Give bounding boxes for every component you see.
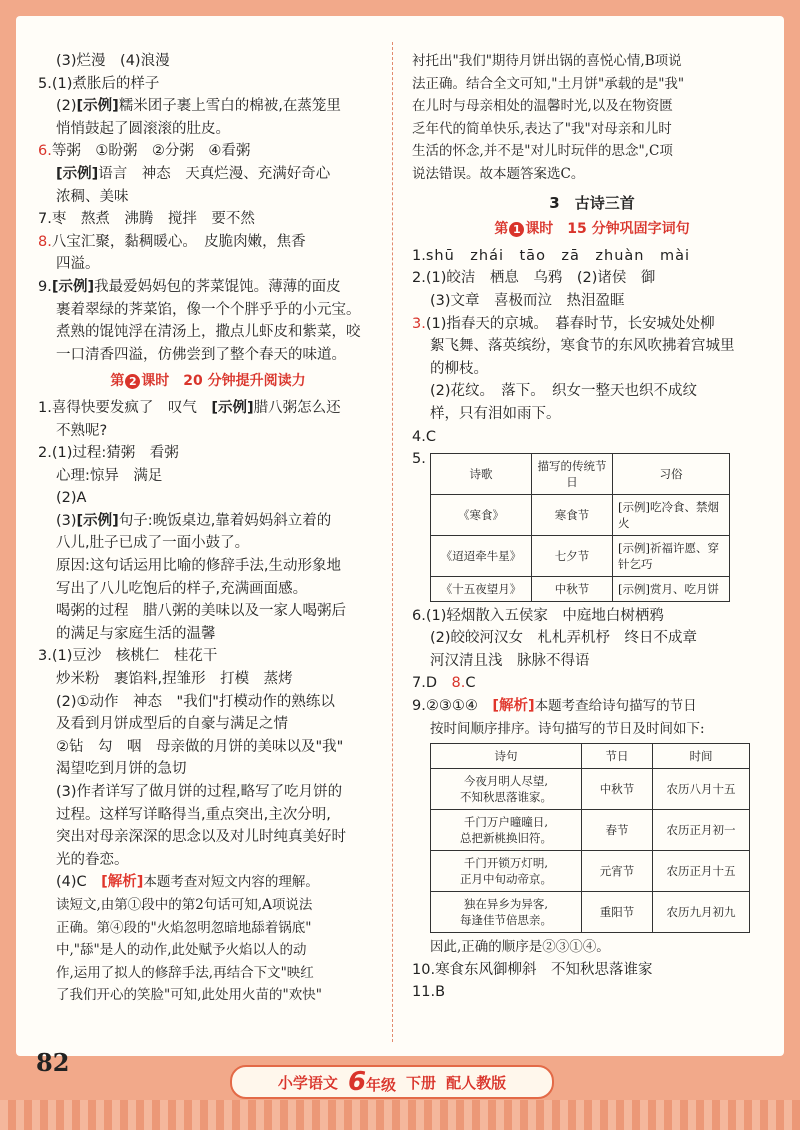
text-line: 6.(1)轻烟散入五侯家 中庭地白树栖鸦	[412, 607, 664, 624]
right-column	[412, 50, 772, 1004]
table-header-cell: 时间	[653, 744, 750, 769]
text-line: (3)文章 喜极而泣 热泪盈眶	[430, 292, 625, 309]
text-line: 9.[示例]我最爱妈妈包的荠菜馄饨。薄薄的面皮	[38, 278, 341, 295]
book-banner	[230, 1065, 554, 1099]
text-line: 浓稠、美味	[56, 188, 129, 205]
text-line: 3.(1)指春天的京城。 暮春时节，长安城处处柳	[412, 315, 715, 332]
table-cell: 千门万户曈曈日, 总把新桃换旧符。	[431, 810, 582, 851]
table-cell: 农历八月十五	[653, 769, 750, 810]
lesson-heading: 第 1 课时 15 分钟巩固字词句	[494, 221, 690, 238]
text-line: 心理:惊异 满足	[56, 467, 163, 484]
text-line: 2.(1)过程:猜粥 看粥	[38, 445, 179, 462]
text-line: 不熟呢?	[56, 422, 108, 439]
text-line: 9.②③①④ [解析]本题考查给诗句描写的节日	[412, 698, 697, 715]
bottom-stripes	[0, 1100, 800, 1130]
table-cell: 千门开锁万灯明, 正月中旬动帝京。	[431, 851, 582, 892]
text-line: 及看到月饼成型后的自豪与满足之情	[56, 716, 288, 733]
table-cell: 今夜月明人尽望, 不知秋思落谁家。	[431, 769, 582, 810]
text-line: 3.(1)豆沙 核桃仁 桂花干	[38, 648, 218, 665]
text-line: (4)C [解析]本题考查对短文内容的理解。	[56, 874, 319, 891]
table-header-row	[431, 453, 730, 494]
table-cell: 《寒食》	[431, 494, 532, 535]
text-line: 渴望吃到月饼的急切	[56, 761, 187, 778]
text-line: 了我们开心的笑脸"可知,此处用火苗的"欢快"	[56, 987, 322, 1004]
column-divider	[392, 42, 394, 1042]
text-line: 四溢。	[56, 256, 100, 273]
text-line: 衬托出"我们"期待月饼出锅的喜悦心情,B项说	[412, 53, 682, 69]
text-line: 11.B	[412, 984, 446, 1001]
text-line: [示例]语言 神态 天真烂漫、充满好奇心	[56, 165, 331, 182]
text-line: 1.shū zhái tāo zā zhuàn mài	[412, 247, 691, 264]
table-cell: 重阳节	[582, 892, 653, 933]
table-cell: 《十五夜望月》	[431, 576, 532, 601]
page-number: 82	[36, 1048, 70, 1077]
table-row	[431, 576, 730, 601]
table-cell: 中秋节	[582, 769, 653, 810]
festival-customs-table	[430, 453, 730, 602]
text-line: (3)作者详写了做月饼的过程,略写了吃月饼的	[56, 784, 343, 800]
section-title: 3 古诗三首	[549, 193, 635, 212]
text-line: 八儿,肚子已成了一面小鼓了。	[56, 535, 250, 552]
table-row	[431, 892, 750, 933]
text-line: 的柳枝。	[430, 360, 488, 377]
table-row	[431, 851, 750, 892]
table-cell: 《迢迢牵牛星》	[431, 535, 532, 576]
table-cell: 农历正月初一	[653, 810, 750, 851]
text-line: 因此,正确的顺序是②③①④。	[430, 939, 610, 956]
text-line: 河汉清且浅 脉脉不得语	[430, 652, 590, 669]
text-line: 中,"舔"是人的动作,此处赋予火焰以人的动	[56, 942, 307, 959]
text-line: 过程。这样写详略得当,重点突出,主次分明,	[56, 806, 331, 823]
table-cell: 元宵节	[582, 851, 653, 892]
text-line: 2.(1)皎洁 栖息 乌鸦 (2)诸侯 御	[412, 270, 656, 287]
table-cell: 独在异乡为异客, 每逢佳节倍思亲。	[431, 892, 582, 933]
text-line: 说法错误。故本题答案选C。	[412, 165, 585, 182]
lesson-heading: 第 2 课时 20 分钟提升阅读力	[110, 373, 306, 390]
text-line: 喝粥的过程 腊八粥的美味以及一家人喝粥后	[56, 603, 346, 620]
text-line: 写出了八儿吃饱后的样子,充满画面感。	[56, 580, 308, 597]
text-line: 悄悄鼓起了圆滚滚的肚皮。	[56, 120, 230, 137]
text-line: 生活的怀念,并不是"对儿时玩伴的思念",C项	[412, 143, 673, 160]
table-cell: [示例]吃冷食、禁烟火	[613, 494, 730, 535]
table-cell: 农历正月十五	[653, 851, 750, 892]
text-line: 炒米粉 裹馅料,捏雏形 打模 蒸烤	[56, 671, 293, 688]
table-cell: 春节	[582, 810, 653, 851]
text-line: (2)花纹。 落下。 织女一整天也织不成纹	[430, 383, 698, 400]
text-line: (2)皎皎河汉女 札札弄机杼 终日不成章	[430, 630, 698, 647]
left-column	[38, 50, 378, 1007]
text-line: 乏年代的简单快乐,表达了"我"对母亲和儿时	[412, 120, 672, 137]
table-header-cell: 习俗	[613, 453, 730, 494]
text-line: 读短文,由第①段中的第2句话可知,A项说法	[56, 896, 313, 913]
text-line: 突出对母亲深深的思念以及对儿时纯真美好时	[56, 829, 346, 846]
table-cell: 寒食节	[532, 494, 613, 535]
table-header-cell: 诗句	[431, 744, 582, 769]
text-line: 7.D 8.C	[412, 675, 476, 692]
table-row	[431, 810, 750, 851]
text-line: 裹着翠绿的荠菜馅，像一个个胖乎乎的小元宝。	[56, 301, 361, 318]
table-row	[431, 494, 730, 535]
text-line: (2)①动作 神态 "我们"打模动作的熟练以	[56, 693, 335, 710]
text-line: 光的眷恋。	[56, 851, 129, 868]
text-line: 1.喜得快要发疯了 叹气 [示例]腊八粥怎么还	[38, 399, 341, 416]
text-line: 8.八宝汇聚，黏稠暖心。 皮脆肉嫩，焦香	[38, 233, 306, 250]
subject-label: 小学语文	[277, 1073, 338, 1092]
table-cell: 七夕节	[532, 535, 613, 576]
text-line: 7.枣 熬煮 沸腾 搅拌 要不然	[38, 211, 255, 228]
text-line: 原因:这句话运用比喻的修辞手法,生动形象地	[56, 558, 341, 575]
text-line: 5.	[412, 451, 426, 468]
text-line: (2)[示例]糯米团子裹上雪白的棉被,在蒸笼里	[56, 98, 341, 115]
table-cell: 中秋节	[532, 576, 613, 601]
text-line: 10.寒食东风御柳斜 不知秋思落谁家	[412, 961, 653, 978]
table-row	[431, 535, 730, 576]
table-cell: 农历九月初九	[653, 892, 750, 933]
text-line: 按时间顺序排序。诗句描写的节日及时间如下:	[430, 720, 705, 737]
text-line: (3)[示例]句子:晚饭桌边,靠着妈妈斜立着的	[56, 512, 332, 529]
text-line: 4.C	[412, 428, 436, 445]
text-line: 在儿时与母亲相处的温馨时光,以及在物资匮	[412, 98, 673, 115]
text-line: 一口清香四溢，仿佛尝到了整个春天的味道。	[56, 346, 346, 363]
table-cell: [示例]祈福许愿、穿针乞巧	[613, 535, 730, 576]
grade-label: 6年级	[347, 1067, 397, 1097]
table-row	[431, 769, 750, 810]
festival-time-table	[430, 743, 750, 933]
table-header-cell: 诗歌	[431, 453, 532, 494]
text-line: 样，只有泪如雨下。	[430, 405, 561, 422]
table-cell: [示例]赏月、吃月饼	[613, 576, 730, 601]
text-line: 作,运用了拟人的修辞手法,再结合下文"映红	[56, 964, 314, 981]
text-line: 的满足与家庭生活的温馨	[56, 625, 216, 642]
text-line: 煮熟的馄饨浮在清汤上，撒点儿虾皮和紫菜，咬	[56, 324, 361, 341]
text-line: 正确。第④段的"火焰忽明忽暗地舔着锅底"	[56, 919, 312, 936]
table-header-cell: 描写的传统节日	[532, 453, 613, 494]
text-line: ②钻 勾 咽 母亲做的月饼的美味以及"我"	[56, 738, 344, 755]
table-header-row	[431, 744, 750, 769]
text-line: 5.(1)煮胀后的样子	[38, 75, 160, 92]
edition-label: 配人教版	[446, 1073, 507, 1092]
text-line: (2)A	[56, 490, 87, 507]
text-line: (3)烂漫 (4)浪漫	[56, 53, 170, 69]
text-line: 法正确。结合全文可知,"土月饼"承载的是"我"	[412, 75, 685, 92]
text-line: 絮飞舞、落英缤纷，寒食节的东风吹拂着宫城里	[430, 338, 735, 355]
text-line: 6.等粥 ①盼粥 ②分粥 ④看粥	[38, 143, 251, 160]
table-header-cell: 节日	[582, 744, 653, 769]
term-label: 下册	[406, 1073, 437, 1092]
